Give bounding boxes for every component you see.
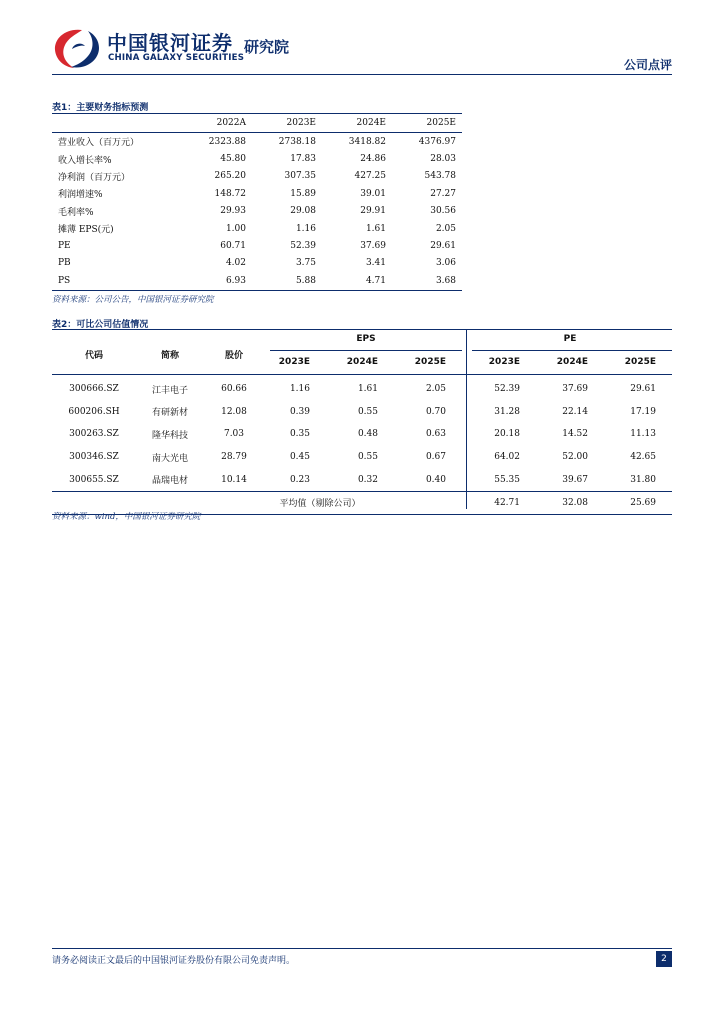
table1-cell: 4.02: [225, 258, 246, 269]
pe-value: 17.19: [630, 406, 656, 417]
table1-row: [52, 220, 462, 237]
eps-value: 0.48: [357, 429, 378, 440]
table1-cell: 15.89: [290, 188, 316, 199]
document-type: 公司点评: [623, 58, 672, 72]
table1-row-label: 利润增速%: [58, 190, 103, 201]
galaxy-logo-icon: [52, 26, 102, 72]
group-pe-header: PE: [563, 334, 577, 344]
eps-value: 1.61: [357, 384, 378, 395]
table1-cell: 427.25: [354, 171, 386, 182]
eps-value: 0.45: [289, 452, 310, 463]
table2-source: 资料来源：wind，中国银河证券研究院: [52, 512, 201, 522]
eps-value: 0.39: [289, 406, 310, 417]
table1-header-row: [52, 114, 462, 133]
table1-source: 资料来源：公司公告，中国银河证券研究院: [52, 295, 214, 305]
eps-value: 0.35: [289, 429, 310, 440]
eps-value: 0.55: [357, 452, 378, 463]
table2-divider: [466, 330, 467, 509]
average-pe-value: 32.08: [562, 497, 588, 508]
eps-value: 0.55: [357, 406, 378, 417]
footer-disclaimer: 请务必阅读正文最后的中国银河证券股份有限公司免责声明。: [52, 956, 296, 966]
pe-value: 31.80: [630, 474, 656, 485]
pe-value: 11.13: [630, 429, 656, 440]
table1-cell: 17.83: [290, 154, 316, 165]
table1-row: [52, 168, 462, 185]
table1-cell: 4376.97: [418, 136, 456, 147]
eps-value: 0.67: [425, 452, 446, 463]
table1-cell: 29.93: [220, 206, 246, 217]
col-code-header: 代码: [84, 351, 103, 361]
table1-row-label: 摊薄 EPS(元): [58, 225, 114, 236]
table1-cell: 45.80: [220, 154, 246, 165]
stock-price: 28.79: [221, 452, 247, 463]
table1-cell: 1.00: [225, 223, 246, 234]
table1-cell: 24.86: [360, 154, 386, 165]
stock-price: 12.08: [221, 406, 247, 417]
table1-row-label: PS: [58, 275, 71, 286]
stock-price: 10.14: [221, 474, 247, 485]
pe-value: 14.52: [562, 429, 588, 440]
table2-header: [52, 330, 672, 375]
table1-cell: 2323.88: [208, 136, 246, 147]
table2-row: [52, 423, 672, 446]
pe-value: 64.02: [494, 452, 520, 463]
table1-cell: 2738.18: [278, 136, 316, 147]
page-number: 2: [656, 951, 672, 967]
table1-cell: 265.20: [214, 171, 246, 182]
pe-value: 31.28: [494, 406, 520, 417]
pe-value: 22.14: [562, 406, 588, 417]
table1-row: [52, 203, 462, 220]
stock-code: 600206.SH: [68, 406, 120, 417]
eps-year-header: 2024E: [346, 357, 378, 367]
pe-value: 29.61: [630, 384, 656, 395]
table1-cell: 4.71: [365, 275, 386, 286]
table1-cell: 37.69: [360, 241, 386, 252]
stock-name: 江丰电子: [151, 385, 188, 396]
group-eps-header: EPS: [356, 334, 376, 344]
eps-value: 1.16: [289, 384, 310, 395]
col-name-header: 简称: [160, 351, 179, 361]
table1-row-label: PE: [58, 241, 71, 252]
table1-col-header: 2022A: [216, 118, 246, 128]
stock-price: 7.03: [223, 429, 245, 440]
table2-row: [52, 446, 672, 469]
table1-row: [52, 150, 462, 167]
brand-institute: 研究院: [244, 38, 290, 56]
eps-value: 0.70: [425, 406, 446, 417]
table1-cell: 3.41: [365, 258, 386, 269]
pe-value: 37.69: [562, 384, 588, 395]
table1-row-label: 营业收入（百万元）: [58, 138, 140, 149]
table1-cell: 28.03: [430, 154, 456, 165]
table1-row: [52, 185, 462, 202]
table1-cell: 543.78: [424, 171, 456, 182]
stock-price: 60.66: [221, 384, 247, 395]
pe-value: 52.39: [494, 384, 520, 395]
table1-col-header: 2023E: [286, 118, 316, 128]
brand-name-cn: 中国银河证券: [107, 31, 233, 55]
table1-cell: 5.88: [295, 275, 316, 286]
pe-value: 55.35: [494, 474, 520, 485]
pe-value: 42.65: [630, 452, 656, 463]
eps-value: 0.40: [425, 474, 446, 485]
pe-year-header: 2023E: [488, 357, 520, 367]
table1-cell: 27.27: [430, 188, 456, 199]
table2-row: [52, 401, 672, 424]
stock-code: 300655.SZ: [69, 474, 119, 485]
table1-cell: 3.06: [435, 258, 456, 269]
eps-year-header: 2025E: [414, 357, 446, 367]
table1-cell: 29.61: [430, 241, 456, 252]
financial-forecast-table: [52, 113, 462, 291]
table1-cell: 3.68: [435, 275, 456, 286]
stock-name: 南大光电: [151, 453, 188, 464]
pe-year-header: 2024E: [556, 357, 588, 367]
eps-value: 0.32: [357, 474, 378, 485]
table1-cell: 307.35: [284, 171, 316, 182]
table1-cell: 29.91: [360, 206, 386, 217]
table1-cell: 3418.82: [348, 136, 386, 147]
table1-cell: 29.08: [290, 206, 316, 217]
stock-code: 300263.SZ: [69, 429, 119, 440]
eps-value: 0.23: [289, 474, 310, 485]
stock-name: 有研新材: [151, 408, 188, 419]
table2-caption: 表2：可比公司估值情况: [52, 320, 149, 330]
col-price-header: 股价: [224, 351, 243, 361]
table1-row-label: 毛利率%: [58, 207, 94, 218]
pe-year-header: 2025E: [624, 357, 656, 367]
table1-cell: 1.16: [295, 223, 316, 234]
header-rule: [52, 74, 672, 75]
table1-row: [52, 237, 462, 254]
stock-name: 隆华科技: [151, 430, 188, 441]
table2-row: [52, 378, 672, 401]
stock-code: 300666.SZ: [69, 384, 119, 395]
stock-code: 300346.SZ: [69, 452, 119, 463]
footer-rule: [52, 948, 672, 949]
table1-row-label: PB: [58, 258, 71, 269]
table1-row-label: 净利润（百万元）: [58, 172, 131, 183]
stock-name: 晶瑞电材: [151, 476, 188, 487]
pe-value: 20.18: [494, 429, 520, 440]
average-pe-value: 42.71: [494, 497, 520, 508]
average-pe-value: 25.69: [630, 497, 656, 508]
table1-cell: 39.01: [360, 188, 386, 199]
eps-value: 0.63: [425, 429, 446, 440]
table1-col-header: 2025E: [426, 118, 456, 128]
table1-cell: 30.56: [430, 206, 456, 217]
table1-row: [52, 133, 462, 150]
pe-value: 39.67: [562, 474, 588, 485]
table1-row: [52, 272, 462, 289]
table2-row: [52, 468, 672, 491]
table1-cell: 52.39: [290, 241, 316, 252]
table1-row-label: 收入增长率%: [58, 155, 112, 166]
table1-cell: 148.72: [214, 188, 246, 199]
table1-cell: 2.05: [435, 223, 456, 234]
table1-caption: 表1：主要财务指标预测: [52, 103, 149, 113]
table1-col-header: 2024E: [356, 118, 386, 128]
eps-year-header: 2023E: [278, 357, 310, 367]
eps-value: 2.05: [425, 384, 446, 395]
table1-cell: 6.93: [225, 275, 246, 286]
brand-name-en: CHINA GALAXY SECURITIES: [108, 53, 245, 63]
table1-cell: 1.61: [365, 223, 386, 234]
table1-row: [52, 255, 462, 272]
table1-cell: 3.75: [295, 258, 316, 269]
table1-cell: 60.71: [220, 241, 246, 252]
pe-value: 52.00: [562, 452, 588, 463]
average-label: 平均值（剔除公司）: [279, 499, 361, 510]
comparable-valuation-table: [52, 329, 672, 515]
